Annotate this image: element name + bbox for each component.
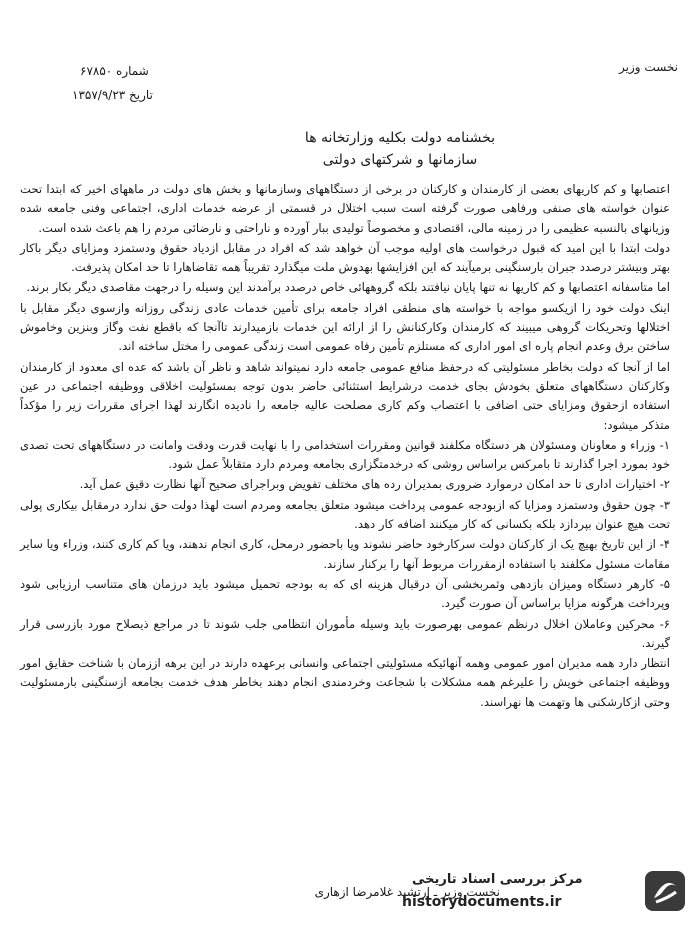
watermark-text-en: historydocuments.ir bbox=[402, 894, 562, 910]
watermark-text-fa: مرکز بررسی اسناد تاریخی bbox=[412, 872, 583, 887]
office-header: نخست وزیر bbox=[619, 60, 678, 74]
numbered-item: ۶- محرکین وعاملان اخلال درنظم عمومی بهرصورت باید وسیله مأموران انتظامی جلب شوند تا در مراجع ذیصلاح مورد بازرسی قرار گیرند. bbox=[20, 616, 670, 650]
numbered-item: ۱- وزراء و معاونان ومسئولان هر دستگاه مکلفند قوانین ومقررات استخدامی را با نهایت قدرت ودقت وامانت در دستگاههای تحت تصدی خود بمورد اجرا گذارند تا بامرکس براساس روشی که درخدمتگزاری بجامعه ومردم دارد متقابلاً عمل شود. bbox=[20, 437, 670, 472]
archive-logo-icon bbox=[642, 868, 688, 914]
letter-number: شماره ۶۷۸۵۰ bbox=[80, 64, 149, 78]
paragraph: انتظار دارد همه مدیران امور عمومی وهمه آنهائیکه مسئولیتی اجتماعی وانسانی برعهده دارند در این برهه اززمان با شناخت حقایق امور ووظیفه اجتماعی خویش را علیرغم همه مشکلات با شجاعت وخردمندی انجام دهند بخاطر هدف خدمت بجامعه ازسنگینی بارمسئولیت وحتی ازکارشکنی ها وتهمت ها نهراسند. bbox=[20, 656, 670, 709]
paragraph: اما متاسفانه اعتصابها و کم کاریها نه تنها پایان نیافتند بلکه گروههائی خاص درصدد برآمدند این وسیله را درجهت مقاصدی دیگر بکار برند. bbox=[26, 280, 670, 295]
document-body bbox=[20, 180, 670, 713]
paragraph: دولت ابتدا با این امید که قبول درخواست های اولیه موجب آن خواهد شد که افراد در مقابل ازدیاد حقوق ودستمزد ومزایای دیگر باکار بهتر وبیشتر درصدد جبران بارسنگینی برمیآیند که این افزایشها بهدوش ملت میگذارد تقریباً همه تقاضاهارا تا حد امکان پذیرفت. bbox=[20, 240, 670, 275]
numbered-item: ۴- از این تاریخ بهیچ یک از کارکنان دولت سرکارخود حاضر نشوند ویا باحضور درمحل، کاری انجام ندهند، ویا کم کاری کنند، وزراء ویا سایر مقامات مسئول مکلفند با استفاده ازمقررات مربوط آنها را برکنار سازند. bbox=[20, 537, 670, 571]
numbered-item: ۵- کارهر دستگاه ومیزان بازدهی وثمربخشی آن درقبال هزینه ای که به بودجه تحمیل میشود باید درزمان های متناسب ارزیابی شود وپرداخت هرگونه مزایا براساس آن صورت گیرد. bbox=[20, 576, 670, 611]
document-title: بخشنامه دولت بکلیه وزارتخانه ها bbox=[304, 130, 496, 146]
numbered-item: ۲- اختیارات اداری تا حد امکان درموارد ضروری بمدیران رده های مختلف تفویض وبراجرای صحیح آنها نظارت دقیق عمل آید. bbox=[79, 477, 670, 492]
document-subtitle: سازمانها و شرکتهای دولتی bbox=[322, 152, 478, 168]
letter-date: تاریخ ۱۳۵۷/۹/۲۳ bbox=[72, 88, 153, 102]
paragraph: اما از آنجا که دولت بخاطر مسئولیتی که درحفظ منافع عمومی جامعه دارد نمیتواند شاهد و ناظر آن باشد که عده ای معدود از کارمندان وکارکنان دستگاههای متعلق بخودش بجای خدمت درشرایط استثنائی حاضر بدون توجه بمسئولیت اخلاقی ووظیفه اجتماعی در عین استفاده ازحقوق ومزایای حتی اضافی با اعتصاب وکم کاری مصلحت عالیه جامعه را نادیده انگارند لهذا اجرای مقررات زیر را مؤکداً متذکر میشود: bbox=[20, 359, 670, 432]
paragraph: اعتصابها و کم کاریهای بعضی از کارمندان و کارکنان در برخی از دستگاههای وسازمانها و بخش های دولت در ماههای اخیر که ابتدا تحت عنوان خواسته های صنفی ورفاهی صورت گرفته است سبب اختلال در قسمتی از عرضه خدمات اداری، اجتماعی وفنی جامعه شده وزیانهای بالنسبه عظیمی را در زمینه مالی، اقتصادی و مخصوصاً تولیدی ببار آورده و ناراحتی و نارضائی مردم را هم باعث شده است. bbox=[20, 182, 670, 235]
signature-line: نخست وزیر ـ ارتشبد غلامرضا ازهاری bbox=[314, 885, 500, 899]
paragraph: اینک دولت خود را ازیکسو مواجه با خواسته های منطقی افراد جامعه برای تأمین خدمات عادی زندگی روزانه وازسوی دیگر مقابل با اختلالها وتحریکات گروهی میبیند که کارمندان وکارکنانش را از ارائه این خدمات بازمیدارند تاآنجا که باقطع نفت وگاز وبنزین وخاموش ساختن برق وعدم انجام پاره ای امور اداری که مستلزم تأمین رفاه عمومی است زندگی عمومی را مختل ساخته اند. bbox=[20, 300, 670, 354]
watermark-stamp bbox=[398, 866, 690, 918]
numbered-item: ۳- چون حقوق ودستمزد ومزایا که ازبودجه عمومی پرداخت میشود متعلق بجامعه ومردم است لهذا دولت حق ندارد درمقابل بیکاری پولی تحت هیچ عنوان بپردازد بلکه بکسانی که کار میکنند اضافه کار دهد. bbox=[20, 497, 670, 532]
